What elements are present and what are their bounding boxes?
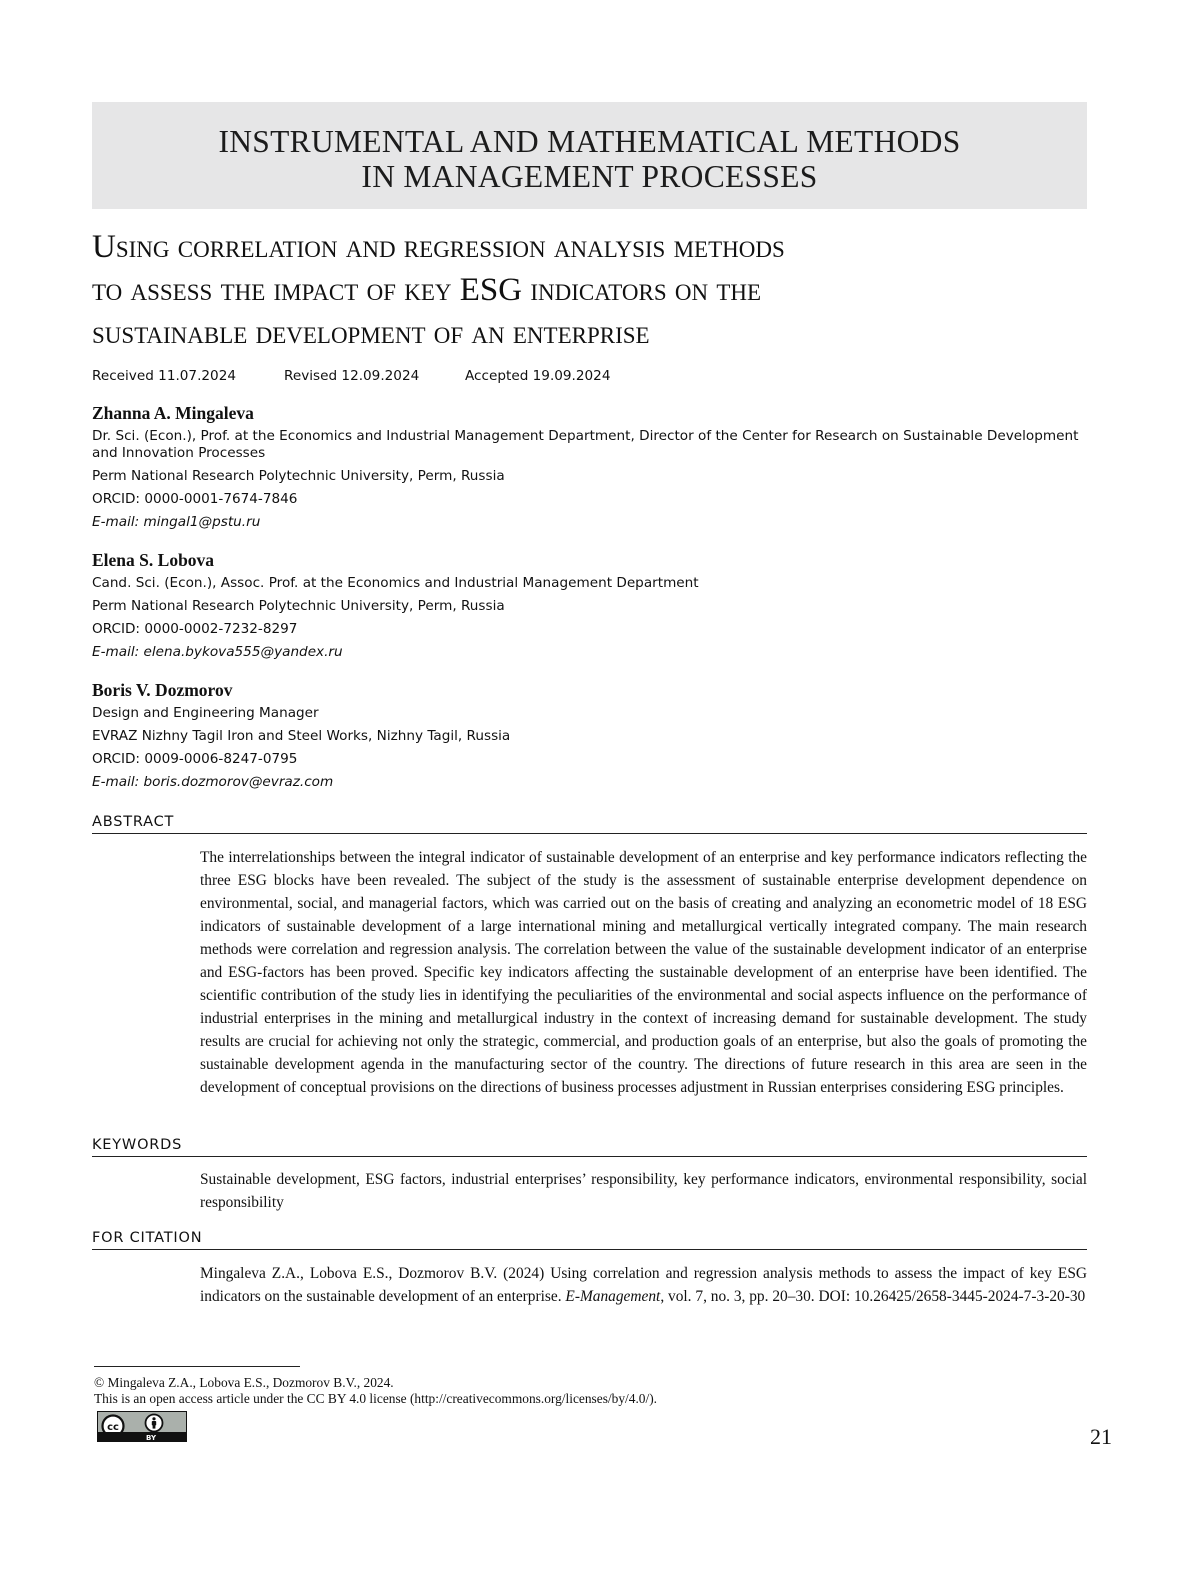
abstract-text: The interrelationships between the integral indicator of sustainable development of an enterprise and key performance indicators reflecting the three ESG blocks have been revealed. The subject of the study is the assessment of sustainable enterprise development dependence on environmental, social, and managerial factors, which was carried out on the basis of creating and analyzing an econometric model of 18 ESG indicators of sustainable development of a large international mining and metallurgical vertically integrated company. The main research methods were correlation and regression analysis. The correlation between the value of the sustainable development indicator of an enterprise and ESG-factors has been proved. Specific key indicators affecting the sustainable development of an enterprise have been identified. The scientific contribution of the study lies in identifying the peculiarities of the environmental and social aspects influence on the performance of industrial enterprises in the mining and metallurgical industry in the context of increasing demand for sustainable development. The study results are crucial for achieving not only the strategic, commercial, and production goals of an enterprise, but also the goals of promoting the sustainable development agenda in the manufacturing sector of the country. The directions of future research in this area are seen in the development of conceptual provisions on the directions of business processes adjustment in Russian enterprises considering ESG principles.	[200, 846, 1087, 1099]
author-affiliation: EVRAZ Nizhny Tagil Iron and Steel Works, Nizhny Tagil, Russia	[92, 728, 1092, 745]
citation-journal: E-Management	[565, 1288, 660, 1305]
author-name: Elena S. Lobova	[92, 549, 1092, 571]
attribution-person-icon	[144, 1413, 164, 1433]
author-affiliation: Perm National Research Polytechnic University, Perm, Russia	[92, 598, 1092, 615]
footnote-license[interactable]: This is an open access article under the CC BY 4.0 license (http://creativecommons.org/licenses/by/4.0/).	[94, 1390, 657, 1407]
badge-by-label: BY	[146, 1434, 156, 1442]
citation-prefix: Mingaleva Z.A., Lobova E.S., Dozmorov B.V. (2024) Using correlation and regression analysis methods to assess the impact of key ESG indicators on the sustainable development of an enterprise.	[200, 1265, 1087, 1305]
section-banner-line2: IN MANAGEMENT PROCESSES	[92, 159, 1087, 194]
author-email[interactable]: E-mail: elena.bykova555@yandex.ru	[92, 644, 1092, 661]
author-name: Boris V. Dozmorov	[92, 679, 1092, 701]
article-title	[92, 226, 1092, 355]
accepted-date: Accepted 19.09.2024	[465, 368, 610, 384]
author-position: Cand. Sci. (Econ.), Assoc. Prof. at the Economics and Industrial Management Department	[92, 575, 1092, 592]
svg-text:cc: cc	[107, 1422, 119, 1433]
author-name: Zhanna A. Mingaleva	[92, 402, 1092, 424]
author-block-2	[92, 549, 1092, 667]
abstract-heading: ABSTRACT	[92, 812, 1087, 834]
citation-suffix: , vol. 7, no. 3, pp. 20–30. DOI: 10.26425/2658-3445-2024-7-3-20-30	[660, 1288, 1085, 1305]
page-number: 21	[1090, 1424, 1112, 1450]
revised-date: Revised 12.09.2024	[284, 368, 465, 384]
author-position: Dr. Sci. (Econ.), Prof. at the Economics and Industrial Management Department, Director of the Center for Research on Sustainable Development and Innovation Processes	[92, 428, 1082, 462]
footnote-rule	[94, 1366, 300, 1367]
section-banner	[92, 102, 1087, 209]
badge-bar	[98, 1432, 186, 1441]
author-email[interactable]: E-mail: boris.dozmorov@evraz.com	[92, 774, 1092, 791]
citation-text	[200, 1262, 1087, 1308]
author-orcid[interactable]: ORCID: 0000-0001-7674-7846	[92, 491, 1092, 508]
cc-by-license-badge[interactable]	[97, 1411, 187, 1442]
footnote-copyright: © Mingaleva Z.A., Lobova E.S., Dozmorov B.V., 2024.	[94, 1374, 394, 1391]
keywords-text: Sustainable development, ESG factors, industrial enterprises’ responsibility, key performance indicators, environmental responsibility, social responsibility	[200, 1168, 1087, 1214]
section-banner-line1: INSTRUMENTAL AND MATHEMATICAL METHODS	[92, 102, 1087, 159]
author-position: Design and Engineering Manager	[92, 705, 1092, 722]
author-email[interactable]: E-mail: mingal1@pstu.ru	[92, 514, 1092, 531]
author-block-3	[92, 679, 1092, 797]
citation-heading: FOR CITATION	[92, 1228, 1087, 1250]
article-dates	[92, 368, 610, 384]
author-block-1	[92, 402, 1092, 537]
article-title-line3: sustainable development of an enterprise	[92, 312, 1092, 355]
author-affiliation: Perm National Research Polytechnic University, Perm, Russia	[92, 468, 1092, 485]
keywords-heading: KEYWORDS	[92, 1135, 1087, 1157]
received-date: Received 11.07.2024	[92, 368, 284, 384]
article-title-line1: Using correlation and regression analysis methods	[92, 226, 1092, 269]
article-title-line2: to assess the impact of key ESG indicators on the	[92, 269, 1092, 312]
author-orcid[interactable]: ORCID: 0000-0002-7232-8297	[92, 621, 1092, 638]
author-orcid[interactable]: ORCID: 0009-0006-8247-0795	[92, 751, 1092, 768]
